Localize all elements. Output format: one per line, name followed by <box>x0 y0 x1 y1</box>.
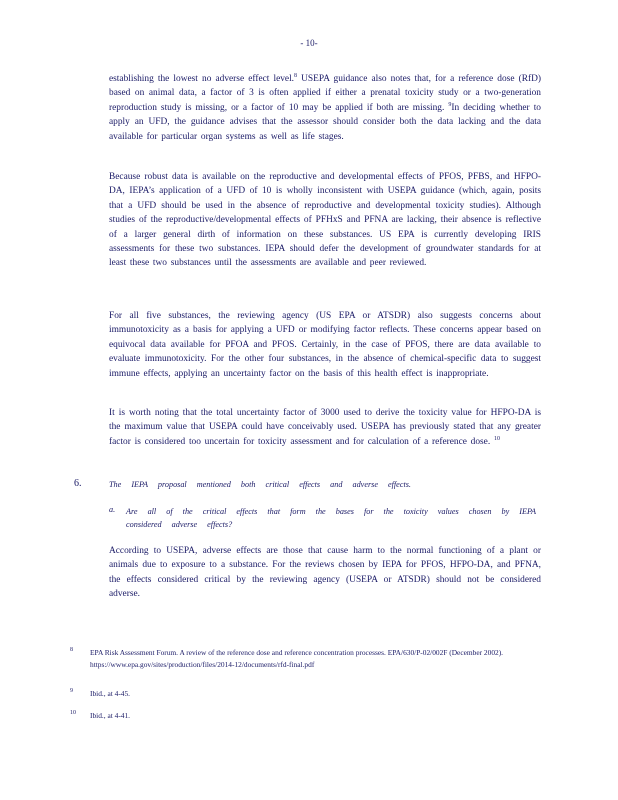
footnote-ref-10[interactable]: 10 <box>493 435 500 442</box>
subitem-letter: a. <box>109 505 116 514</box>
paragraph-text: In deciding whether to apply an UFD, the guidance advises that the assessor should consider both the data lacking and the data available for particular organ systems as well as life stages. <box>109 102 541 142</box>
footnote-text[interactable]: EPA Risk Assessment Forum. A review of the reference dose and reference concentration processes. EPA/630/P-02/002F (December 2002). https://www.epa.gov/sites/production/files/2014-12/documents/rfd-final.pdf <box>90 648 504 669</box>
paragraph-text: establishing the lowest no adverse effect level. <box>109 74 295 84</box>
paragraph-text: USEPA guidance also notes that, for a reference dose (RfD) based on animal data, a factor of 3 is often applied if either a prenatal toxicity study or a two-generation reproduction study is missing, or a factor of 10 may be applied if both are missing. <box>109 74 541 113</box>
paragraph-text: It is worth noting that the total uncertainty factor of 3000 used to derive the toxicity value for HFPO-DA is the maximum value that USEPA could have conceivably used. USEPA has previously stated that any greater factor is considered too uncertain for toxicity assessment and for calculation of a reference dose. <box>109 408 541 447</box>
footnote-text: Ibid., at 4-45. <box>90 689 131 698</box>
item-number: 6. <box>74 478 82 489</box>
paragraph-robust-data: Because robust data is available on the reproductive and developmental effects of PFOS, PFBS, and HFPO-DA, IEPA’s application of a UFD of 10 is wholly inconsistent with USEPA guidance (which, again, posits that a UFD should be used in the absence of reproductive and developmental toxicity studies). Although studies of the reproductive/developmental effects of PFHxS and PFNA are lacking, their absence is reflective of a larger general dirth of information on these substances. US EPA is currently developing IRIS assessments for these two substances. IEPA should defer the development of groundwater standards for at least these two substances until the assessments are available and peer reviewed. <box>109 172 541 269</box>
paragraph-uncertainty-factor <box>109 72 541 144</box>
footnote-ref-8[interactable]: 8 <box>294 72 298 79</box>
paragraph-total-uncertainty <box>109 406 541 449</box>
paragraph-immunotoxicity: For all five substances, the reviewing agency (US EPA or ATSDR) also suggests concerns about immunotoxicity as a basis for applying a UFD or modifying factor reflects. These concerns appear based on equivocal data available for PFOA and PFOS. Certainly, in the case of PFOS, there are data available to evaluate immunotoxicity. For the other four substances, in the absence of chemical-specific data to suggest immune effects, applying an uncertainty factor on the basis of this health effect is inappropriate. <box>109 311 541 379</box>
item-question: The IEPA proposal mentioned both critical effects and adverse effects. <box>109 480 411 489</box>
footnote-ref-9[interactable]: 9 <box>448 101 452 108</box>
paragraph-adverse-effects: According to USEPA, adverse effects are those that cause harm to the normal functioning of a plant or animals due to exposure to a substance. For the reviews chosen by IEPA for PFOS, HFPO-DA, and PFNA, the effects considered critical by the reviewing agency (USEPA or ATSDR) should not be considered adverse. <box>109 546 541 600</box>
subitem-question: Are all of the critical effects that form the bases for the toxicity values chosen by IEPA considered adverse effects? <box>126 507 536 529</box>
page-number: - 10- <box>300 38 318 48</box>
footnote-number: 9 <box>70 688 73 694</box>
footnote-number: 10 <box>70 710 76 716</box>
footnote-text: Ibid., at 4-41. <box>90 711 131 720</box>
footnote-number: 8 <box>70 647 73 653</box>
